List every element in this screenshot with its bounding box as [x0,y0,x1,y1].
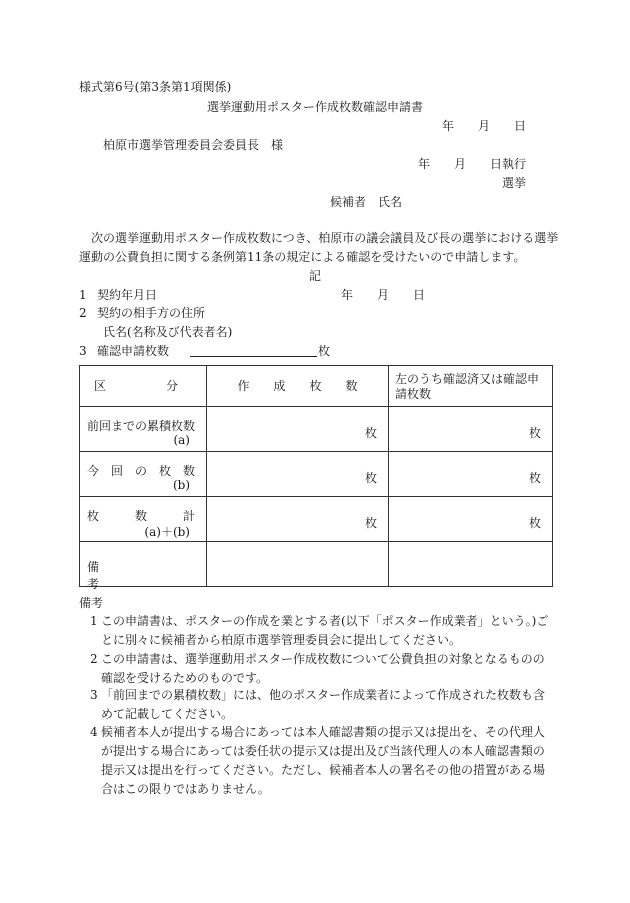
remarks-made-cell[interactable] [207,542,389,587]
note-item: 1 この申請書は、ポスターの作成を業とする者(以下「ポスター作成業者」という。)ごとに別々に候補者から柏原市選挙管理委員会に提出してください。 [90,614,549,647]
item-2-number: 2 [79,306,87,320]
election-date: 年 月 日執行 [417,157,526,171]
item-1-label: 契約年月日 [97,288,158,302]
remarks-confirm-cell[interactable] [389,542,553,587]
row-label-current: 今 回 の 枚 数 (b) [80,452,207,497]
row-label-total: 枚 数 計 (a)＋(b) [80,497,207,542]
item-1-date: 年 月 日 [341,288,426,302]
item-3-number: 3 [79,344,87,358]
confirm-count-cell[interactable]: 枚 [389,497,553,542]
made-count-cell[interactable]: 枚 [207,497,389,542]
item-2-label: 契約の相手方の住所 [97,306,206,320]
table-remarks-row [80,542,553,587]
ki-heading: 記 [309,269,322,283]
intro-line-1: 次の選挙運動用ポスター作成枚数につき、柏原市の議会議員及び長の選挙における選挙 [91,231,559,245]
item-1-number: 1 [79,288,87,302]
election-label: 選挙 [501,176,526,190]
notes-heading: 備考 [79,596,104,610]
header-category: 区 分 [80,366,207,407]
note-item: 3 「前回までの累積枚数」には、他のポスター作成業者によって作成された枚数も含めて記載してください。 [90,688,546,721]
note-item: 4 候補者本人が提出する場合にあっては本人確認書類の提示又は提出を、その代理人が提出する場合にあっては委任状の提示又は提出及び当該代理人の本人確認書類の提示又は提出を行ってください。ただし、候補者本人の署名その他の措置がある場合はこの限りではありません。 [90,725,546,796]
confirm-count-cell[interactable]: 枚 [389,407,553,452]
table-row [80,497,553,542]
item-3-unit: 枚 [318,344,331,358]
table-row [80,452,553,497]
item-3-blank-line [190,356,317,357]
header-made: 作 成 枚 数 [207,366,389,407]
row-label-cumulative: 前回までの累積枚数 (a) [80,407,207,452]
remarks-label: 備 考 [80,542,207,587]
confirm-count-cell[interactable]: 枚 [389,452,553,497]
header-confirm: 左のうち確認済又は確認申請枚数 [389,366,553,407]
table-row [80,407,553,452]
made-count-cell[interactable]: 枚 [207,407,389,452]
table-header-row [80,366,553,407]
submission-date: 年 月 日 [441,119,526,133]
intro-line-2: 運動の公費負担に関する条例第11条の規定による確認を受けたいので申請します。 [79,250,526,264]
document-title: 選挙運動用ポスター作成枚数確認申請書 [206,100,423,114]
made-count-cell[interactable]: 枚 [207,452,389,497]
sheet-count-table [79,365,553,591]
form-number: 様式第6号(第3条第1項関係) [79,80,232,94]
item-2-sub: 氏名(名称及び代表者名) [103,325,233,339]
note-item: 2 この申請書は、選挙運動用ポスター作成枚数について公費負担の対象となるものの確認を受けるためのものです。 [90,652,545,685]
candidate-name: 候補者 氏名 [330,195,403,209]
item-3-label: 確認申請枚数 [97,344,170,358]
addressee: 柏原市選挙管理委員会委員長 様 [103,138,284,152]
